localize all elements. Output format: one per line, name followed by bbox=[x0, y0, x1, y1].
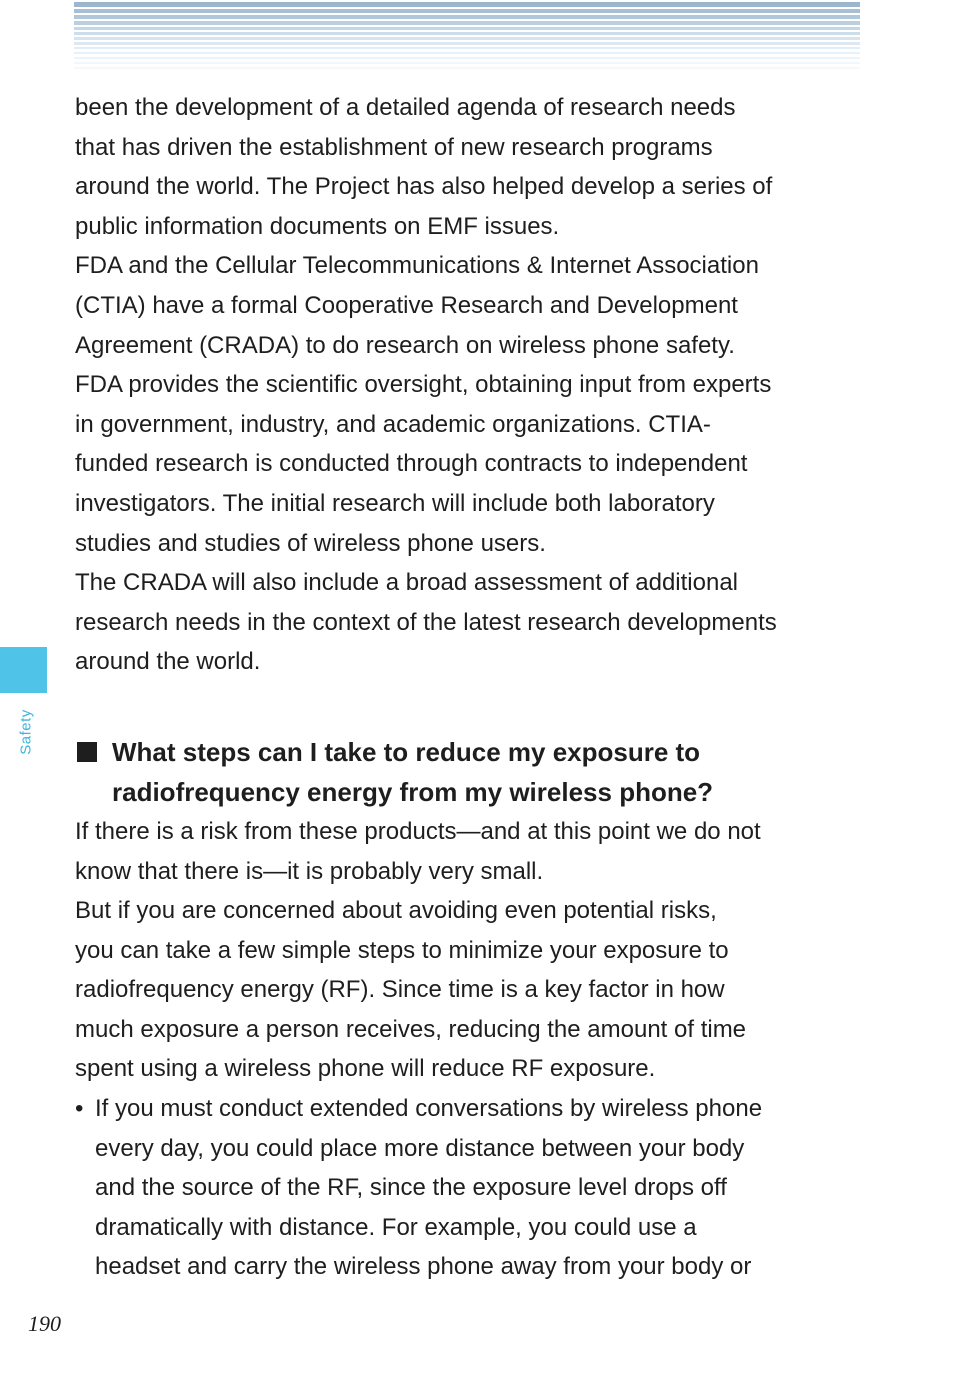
text-line: in government, industry, and academic organizations. CTIA- bbox=[75, 410, 711, 438]
text-line: you can take a few simple steps to minimize your exposure to bbox=[75, 936, 729, 964]
text-line: (CTIA) have a formal Cooperative Research and Development bbox=[75, 291, 738, 319]
side-tab-marker bbox=[0, 647, 47, 693]
text-line: headset and carry the wireless phone away from your body or bbox=[95, 1253, 752, 1281]
text-line: But if you are concerned about avoiding even potential risks, bbox=[75, 897, 717, 925]
text-line: and the source of the RF, since the exposure level drops off bbox=[95, 1174, 727, 1202]
text-line: research needs in the context of the latest research developments bbox=[75, 608, 777, 636]
text-line: investigators. The initial research will include both laboratory bbox=[75, 489, 715, 517]
bullet-item bbox=[75, 1089, 875, 1287]
text-line: spent using a wireless phone will reduce RF exposure. bbox=[75, 1055, 656, 1083]
text-line: around the world. bbox=[75, 648, 261, 676]
text-line: FDA provides the scientific oversight, obtaining input from experts bbox=[75, 371, 772, 399]
intro-paragraph bbox=[75, 88, 875, 246]
heading-line: What steps can I take to reduce my exposure to bbox=[112, 736, 701, 767]
risk-paragraph bbox=[75, 812, 875, 891]
crada-paragraph bbox=[75, 246, 875, 563]
text-line: know that there is—it is probably very small. bbox=[75, 857, 544, 885]
text-line: If there is a risk from these products—and at this point we do not bbox=[75, 817, 761, 845]
text-line: around the world. The Project has also helped develop a series of bbox=[75, 173, 773, 201]
text-line: that has driven the establishment of new research programs bbox=[75, 133, 713, 161]
text-line: funded research is conducted through contracts to independent bbox=[75, 450, 748, 478]
square-bullet-icon bbox=[77, 742, 97, 762]
crada-assessment-paragraph bbox=[75, 563, 875, 682]
text-line: studies and studies of wireless phone users. bbox=[75, 529, 546, 557]
text-line: radiofrequency energy (RF). Since time is a key factor in how bbox=[75, 976, 725, 1004]
text-line: FDA and the Cellular Telecommunications & Internet Association bbox=[75, 252, 759, 280]
bullet-dot-icon: • bbox=[75, 1095, 84, 1123]
side-tab-label: Safety bbox=[17, 709, 35, 755]
page-number: 190 bbox=[28, 1311, 61, 1336]
text-line: much exposure a person receives, reducing the amount of time bbox=[75, 1015, 747, 1043]
text-line: The CRADA will also include a broad assessment of additional bbox=[75, 569, 739, 597]
page-content bbox=[75, 88, 875, 1287]
text-line: public information documents on EMF issues. bbox=[75, 212, 560, 240]
section-heading bbox=[75, 732, 875, 812]
text-line: If you must conduct extended conversations by wireless phone bbox=[95, 1095, 763, 1123]
text-line: every day, you could place more distance between your body bbox=[95, 1134, 745, 1162]
text-line: been the development of a detailed agenda of research needs bbox=[75, 94, 736, 121]
text-line: dramatically with distance. For example, you could use a bbox=[95, 1213, 697, 1241]
text-line: Agreement (CRADA) to do research on wireless phone safety. bbox=[75, 331, 735, 359]
concern-paragraph bbox=[75, 891, 875, 1089]
header-stripe-banner bbox=[74, 2, 860, 74]
heading-line: radiofrequency energy from my wireless phone? bbox=[112, 776, 714, 807]
